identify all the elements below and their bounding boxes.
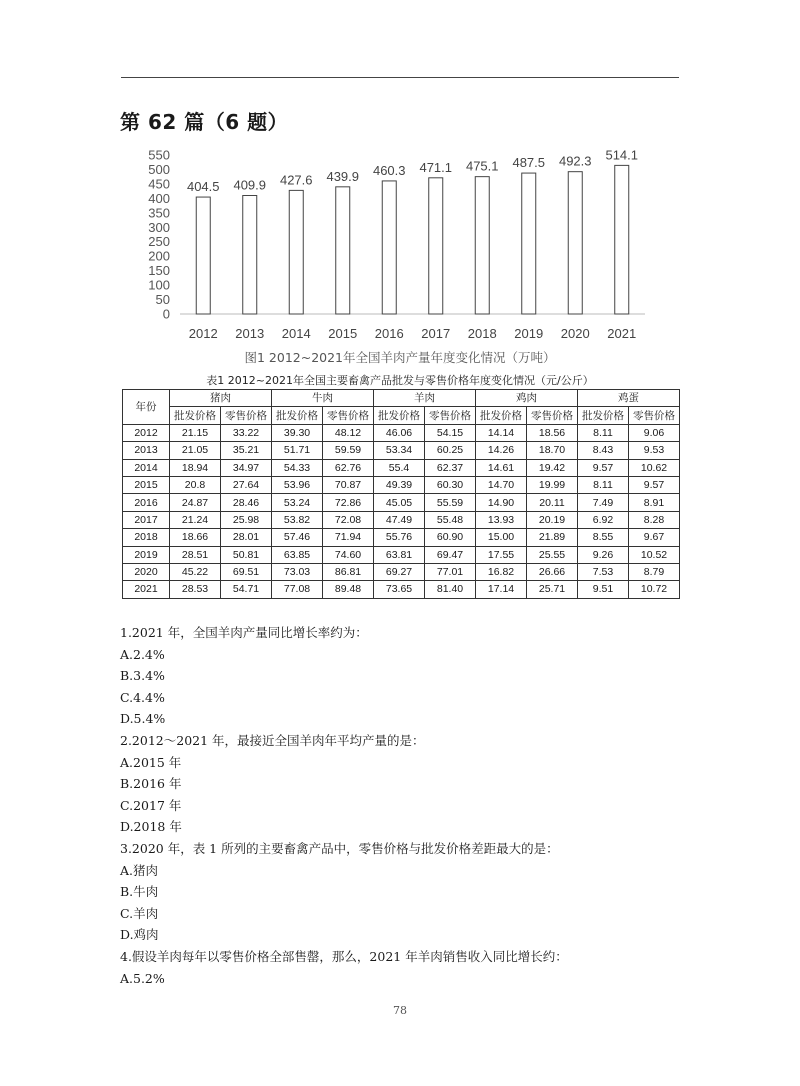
group-header-mutton: 羊肉 [374,390,476,407]
table-row [123,442,680,459]
table-cell: 24.87 [170,494,221,511]
table-cell: 69.47 [425,546,476,563]
y-tick-label: 350 [148,205,170,221]
table-cell: 6.92 [578,511,629,528]
y-tick-label: 100 [148,277,170,293]
table-cell: 25.71 [527,581,578,598]
table-row [123,459,680,476]
table-cell-year: 2018 [123,529,170,546]
table-cell: 27.64 [221,476,272,493]
table-row [123,476,680,493]
table-cell: 18.56 [527,424,578,441]
table-cell: 18.94 [170,459,221,476]
table-row [123,424,680,441]
bar-2021 [615,165,629,314]
y-tick-label: 50 [155,292,170,308]
table-group-header-row [123,390,680,407]
table-cell: 33.22 [221,424,272,441]
table-cell: 72.86 [323,494,374,511]
bar-2019 [522,173,536,314]
question-stem: 3.2020 年，表 1 所列的主要畜禽产品中，零售价格与批发价格差距最大的是： [120,840,559,856]
table-cell: 18.70 [527,442,578,459]
sub-header-retail: 零售价格 [527,407,578,424]
table-cell: 15.00 [476,529,527,546]
sub-header-wholesale: 批发价格 [578,407,629,424]
table-cell: 17.14 [476,581,527,598]
table-cell: 57.46 [272,529,323,546]
y-tick-label: 450 [148,176,170,192]
table-cell: 10.52 [629,546,680,563]
x-tick-label: 2017 [421,326,451,341]
table-row [123,529,680,546]
table-cell: 50.81 [221,546,272,563]
sub-header-wholesale: 批发价格 [374,407,425,424]
table-cell: 8.28 [629,511,680,528]
table-cell: 55.59 [425,494,476,511]
answer-option: A.2015 年 [120,754,182,770]
y-tick-label: 400 [148,190,170,206]
table-cell: 53.24 [272,494,323,511]
table-cell: 9.67 [629,529,680,546]
table-cell: 28.53 [170,581,221,598]
table-cell: 69.51 [221,563,272,580]
table-body [123,424,680,598]
table-cell: 62.37 [425,459,476,476]
table-cell: 8.11 [578,424,629,441]
table-cell: 8.91 [629,494,680,511]
table-cell: 81.40 [425,581,476,598]
table-cell: 59.59 [323,442,374,459]
table-cell: 20.8 [170,476,221,493]
table-cell: 9.26 [578,546,629,563]
answer-option: C.羊肉 [120,905,159,921]
table-cell: 9.51 [578,581,629,598]
table-cell: 8.11 [578,476,629,493]
x-tick-label: 2020 [560,326,590,341]
table-cell: 8.55 [578,529,629,546]
sub-header-wholesale: 批发价格 [476,407,527,424]
table-cell: 86.81 [323,563,374,580]
table-cell: 28.51 [170,546,221,563]
table-cell-year: 2017 [123,511,170,528]
table-row [123,546,680,563]
answer-option: D.鸡肉 [120,927,159,943]
bar-2018 [475,177,489,314]
table-cell: 53.34 [374,442,425,459]
table-cell: 45.22 [170,563,221,580]
table-cell: 54.15 [425,424,476,441]
answer-option: C.2017 年 [120,797,182,813]
table-cell: 17.55 [476,546,527,563]
question-list [120,622,680,989]
y-tick-label: 500 [148,161,170,177]
group-header-beef: 牛肉 [272,390,374,407]
table-cell: 14.14 [476,424,527,441]
table-cell: 60.30 [425,476,476,493]
x-tick-label: 2012 [188,326,218,341]
table-cell: 35.21 [221,442,272,459]
sub-header-retail: 零售价格 [425,407,476,424]
table-cell: 72.08 [323,511,374,528]
y-tick-label: 300 [148,219,170,235]
bar-value-label: 471.1 [419,159,453,175]
bar-value-label: 409.9 [233,177,267,193]
table-cell: 60.90 [425,529,476,546]
table-cell: 14.61 [476,459,527,476]
table-cell: 28.46 [221,494,272,511]
page-number: 78 [393,1004,407,1017]
bar-value-label: 460.3 [372,162,406,178]
table-cell: 69.27 [374,563,425,580]
sub-header-wholesale: 批发价格 [170,407,221,424]
table-cell: 21.24 [170,511,221,528]
table-cell: 55.48 [425,511,476,528]
table-cell-year: 2020 [123,563,170,580]
question-stem: 4.假设羊肉每年以零售价格全部售罄，那么，2021 年羊肉销售收入同比增长约： [120,948,568,964]
bar-2014 [289,190,303,314]
table-cell-year: 2012 [123,424,170,441]
table-row [123,494,680,511]
table-cell: 21.05 [170,442,221,459]
answer-option: D.2018 年 [120,819,182,835]
figure-caption: 图1 2012~2021年全国羊肉产量年度变化情况（万吨） [244,350,556,365]
table-sub-header-row [123,407,680,424]
header-rule [121,77,679,78]
x-tick-label: 2021 [607,326,637,341]
x-tick-label: 2013 [235,326,265,341]
table-row [123,581,680,598]
table-cell: 28.01 [221,529,272,546]
table-cell: 49.39 [374,476,425,493]
table-cell: 74.60 [323,546,374,563]
table-cell: 8.79 [629,563,680,580]
table-cell: 14.70 [476,476,527,493]
table-cell: 39.30 [272,424,323,441]
table-cell: 73.03 [272,563,323,580]
answer-option: A.5.2% [120,970,165,986]
table-cell: 19.99 [527,476,578,493]
group-header-chicken: 鸡肉 [476,390,578,407]
table-cell-year: 2014 [123,459,170,476]
mutton-production-bar-chart [120,140,680,345]
table-cell: 46.06 [374,424,425,441]
table-cell: 9.53 [629,442,680,459]
table-cell: 21.89 [527,529,578,546]
x-tick-label: 2015 [328,326,358,341]
table-cell: 16.82 [476,563,527,580]
answer-option: A.猪肉 [120,862,159,878]
answer-option: C.4.4% [120,689,165,705]
table-cell: 14.90 [476,494,527,511]
y-tick-label: 550 [148,147,170,163]
y-tick-label: 250 [148,234,170,250]
table-cell: 63.81 [374,546,425,563]
table-cell-year: 2015 [123,476,170,493]
table-cell: 54.71 [221,581,272,598]
table-cell: 9.57 [629,476,680,493]
bar-value-label: 404.5 [186,179,220,195]
bar-2020 [568,172,582,314]
table-cell: 20.11 [527,494,578,511]
table-cell: 45.05 [374,494,425,511]
table-cell: 71.94 [323,529,374,546]
bar-value-label: 427.6 [279,172,313,188]
table-cell: 10.62 [629,459,680,476]
bar-2015 [336,187,350,314]
x-tick-label: 2018 [467,326,497,341]
bar-value-label: 475.1 [465,158,499,174]
answer-option: B.牛肉 [120,884,159,900]
table-cell: 18.66 [170,529,221,546]
table-cell: 25.98 [221,511,272,528]
answer-option: B.3.4% [120,668,165,684]
sub-header-retail: 零售价格 [323,407,374,424]
table-cell: 55.76 [374,529,425,546]
table-cell: 51.71 [272,442,323,459]
table-cell: 55.4 [374,459,425,476]
table-cell: 34.97 [221,459,272,476]
table-cell: 8.43 [578,442,629,459]
sub-header-retail: 零售价格 [221,407,272,424]
price-table [122,389,680,599]
group-header-pork: 猪肉 [170,390,272,407]
bar-value-label: 492.3 [558,153,592,169]
table-row [123,563,680,580]
answer-option: D.5.4% [120,711,166,727]
table-caption: 表1 2012~2021年全国主要畜禽产品批发与零售价格年度变化情况（元/公斤） [206,374,594,387]
bar-2012 [196,197,210,314]
table-cell: 25.55 [527,546,578,563]
table-cell: 53.96 [272,476,323,493]
answer-option: A.2.4% [120,646,165,662]
x-tick-label: 2014 [281,326,311,341]
table-cell: 7.53 [578,563,629,580]
table-cell: 63.85 [272,546,323,563]
table-cell: 7.49 [578,494,629,511]
bar-2016 [382,181,396,314]
sub-header-wholesale: 批发价格 [272,407,323,424]
bar-value-label: 439.9 [326,168,360,184]
table-cell: 9.57 [578,459,629,476]
table-cell: 21.15 [170,424,221,441]
table-cell: 9.06 [629,424,680,441]
section-title: 第 62 篇（6 题） [120,110,289,134]
bar-2013 [243,196,257,314]
x-tick-label: 2016 [374,326,404,341]
question-stem: 2.2012～2021 年，最接近全国羊肉年平均产量的是： [120,732,425,748]
table-cell: 20.19 [527,511,578,528]
table-cell: 77.01 [425,563,476,580]
y-tick-label: 150 [148,263,170,279]
bar-2017 [429,178,443,314]
table-cell-year: 2016 [123,494,170,511]
table-cell: 47.49 [374,511,425,528]
table-cell-year: 2013 [123,442,170,459]
table-cell: 19.42 [527,459,578,476]
bar-value-label: 487.5 [512,155,546,171]
table-cell: 77.08 [272,581,323,598]
x-tick-label: 2019 [514,326,544,341]
y-tick-label: 0 [162,306,170,322]
table-cell: 13.93 [476,511,527,528]
question-stem: 1.2021 年，全国羊肉产量同比增长率约为： [120,625,368,640]
y-tick-label: 200 [148,248,170,264]
table-cell-year: 2021 [123,581,170,598]
table-cell: 73.65 [374,581,425,598]
table-cell: 53.82 [272,511,323,528]
year-header: 年份 [123,390,170,425]
answer-option: B.2016 年 [120,776,182,792]
table-cell: 14.26 [476,442,527,459]
table-cell: 54.33 [272,459,323,476]
table-cell: 70.87 [323,476,374,493]
table-cell-year: 2019 [123,546,170,563]
sub-header-retail: 零售价格 [629,407,680,424]
table-cell: 10.72 [629,581,680,598]
table-cell: 60.25 [425,442,476,459]
bar-value-label: 514.1 [605,147,639,163]
table-cell: 62.76 [323,459,374,476]
table-cell: 89.48 [323,581,374,598]
table-cell: 26.66 [527,563,578,580]
table-cell: 48.12 [323,424,374,441]
group-header-egg: 鸡蛋 [578,390,680,407]
table-row [123,511,680,528]
